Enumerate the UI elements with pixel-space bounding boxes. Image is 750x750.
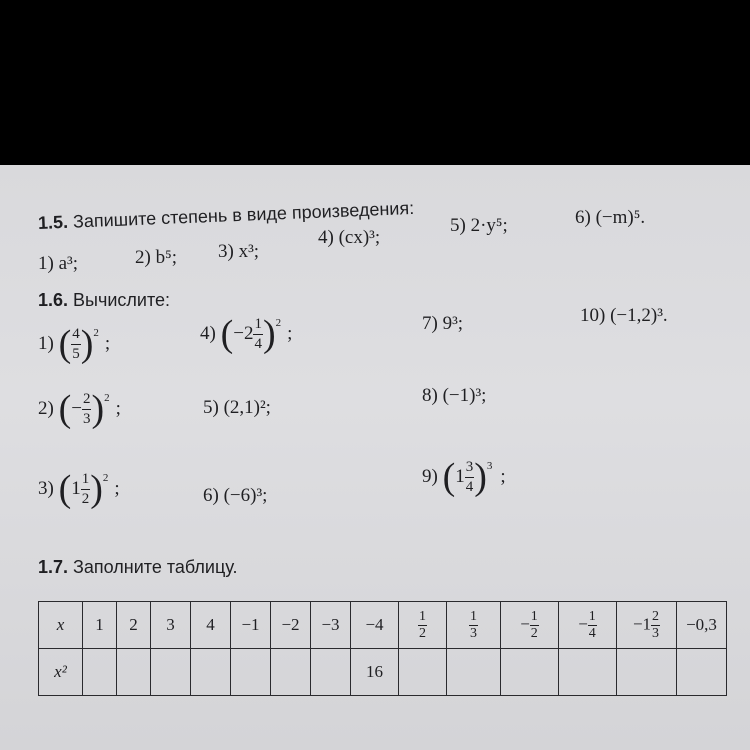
item-1-6-4: 4) ( −2 $\frac{1}{4}$ ) 2 ; <box>200 313 293 355</box>
exercise-number: 1.6. <box>38 290 69 310</box>
x-squared-cell[interactable] <box>191 649 231 696</box>
x-fraction-cell: −1 $\frac{2}{3}$ <box>617 602 677 649</box>
x-value-cell: −1 <box>231 602 271 649</box>
item-1-6-9: 9) ( 1 $\frac{3}{4}$ ) 3 ; <box>422 456 506 498</box>
x-squared-cell[interactable] <box>447 649 501 696</box>
x-squared-cell[interactable] <box>617 649 677 696</box>
row-x-squared-label: x² <box>39 649 83 696</box>
x-squared-cell[interactable] <box>231 649 271 696</box>
item-1-5-5: 5) 2·y⁵; <box>450 215 508 236</box>
item-1-6-7: 7) 9³; <box>422 313 464 334</box>
x-squared-cell[interactable] <box>271 649 311 696</box>
exercise-title: Запишите степень в виде произведения: <box>72 197 415 232</box>
x-value-cell: 1 <box>83 602 117 649</box>
x-fraction-cell: $\frac{1}{2}$ <box>399 602 447 649</box>
x-squared-cell[interactable] <box>151 649 191 696</box>
x-value-cell: 4 <box>191 602 231 649</box>
x-value-cell: −3 <box>311 602 351 649</box>
item-1-6-3: 3) ( 1 $\frac{1}{2}$ ) 2 ; <box>38 468 120 510</box>
table-row-x-squared <box>39 649 727 696</box>
exercise-number: 1.7. <box>38 557 69 577</box>
x-squared-cell[interactable] <box>559 649 617 696</box>
item-1-5-3: 3) x³; <box>218 241 260 262</box>
item-1-5-4: 4) (cx)³; <box>318 227 381 248</box>
item-1-6-6: 6) (−6)³; <box>203 485 268 506</box>
x-fraction-cell: − $\frac{1}{4}$ <box>559 602 617 649</box>
item-1-6-10: 10) (−1,2)³. <box>580 305 668 326</box>
x-squared-cell[interactable] <box>83 649 117 696</box>
x-value-cell: −4 <box>351 602 399 649</box>
table-row-x <box>39 602 727 649</box>
item-1-5-1: 1) a³; <box>38 253 78 274</box>
x-squared-cell[interactable] <box>311 649 351 696</box>
fill-in-table <box>38 601 727 696</box>
fraction: $\frac{4}{5}$ <box>72 325 80 362</box>
x-squared-cell[interactable] <box>117 649 151 696</box>
exercise-number: 1.5. <box>37 211 69 233</box>
textbook-page <box>0 165 750 750</box>
item-1-6-2: 2) ( − $\frac{2}{3}$ ) 2 ; <box>38 388 121 430</box>
x-value-cell: 2 <box>117 602 151 649</box>
x-squared-cell[interactable] <box>677 649 727 696</box>
x-value-cell: −0,3 <box>677 602 727 649</box>
item-label: 1) <box>38 333 54 354</box>
x-fraction-cell: − $\frac{1}{2}$ <box>501 602 559 649</box>
row-x-label: x <box>39 602 83 649</box>
item-1-5-6: 6) (−m)⁵. <box>575 207 646 228</box>
x-squared-cell[interactable] <box>501 649 559 696</box>
x-value-cell: −2 <box>271 602 311 649</box>
x-squared-cell[interactable]: 16 <box>351 649 399 696</box>
exercise-title: Заполните таблицу. <box>73 557 238 577</box>
exercise-1-6-heading <box>38 290 170 311</box>
item-1-6-5: 5) (2,1)²; <box>203 397 271 418</box>
item-1-5-2: 2) b⁵; <box>135 247 177 268</box>
exercise-1-7-heading <box>38 557 237 578</box>
x-fraction-cell: $\frac{1}{3}$ <box>447 602 501 649</box>
item-1-6-8: 8) (−1)³; <box>422 385 487 406</box>
x-value-cell: 3 <box>151 602 191 649</box>
exercise-title: Вычислите: <box>73 290 171 310</box>
item-1-6-1: 1) ( $\frac{4}{5}$ ) 2 ; <box>38 323 111 365</box>
x-squared-cell[interactable] <box>399 649 447 696</box>
